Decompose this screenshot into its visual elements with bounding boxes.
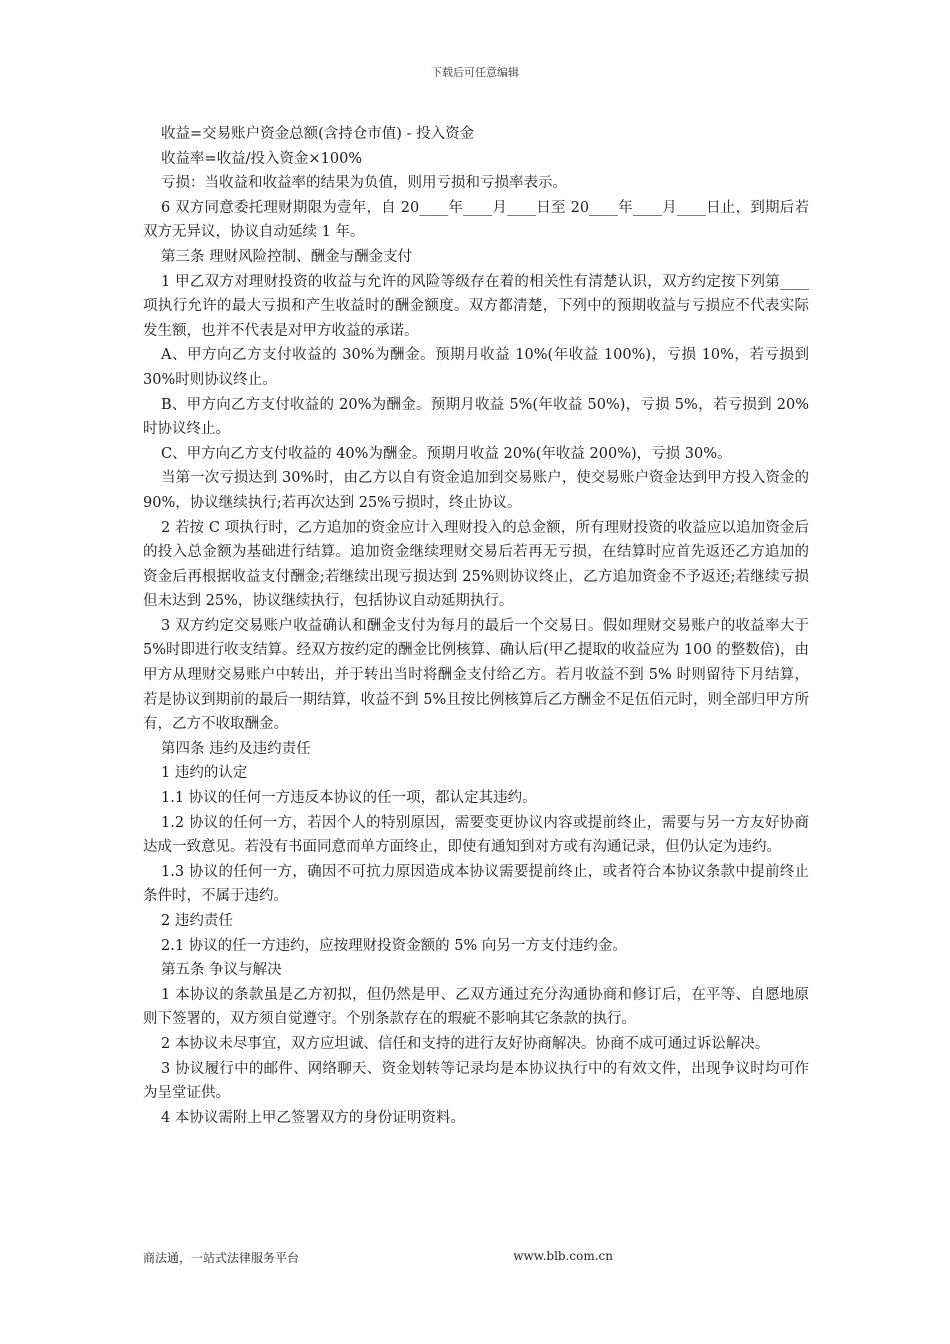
footer-website-link[interactable]: www.blb.com.cn (513, 1249, 613, 1263)
paragraph-5-3: 3 协议履行中的邮件、网络聊天、资金划转等记录均是本协议执行中的有效文件，出现争议时均可作为呈堂证供。 (143, 1060, 809, 1102)
paragraph-term: 6 双方同意委托理财期限为壹年，自 20____年____月____日至 20____年____月____日止，到期后若双方无异议，协议自动延续 1 年。 (143, 199, 809, 241)
paragraph-4-1: 1 违约的认定 (161, 765, 248, 782)
paragraph-4-1-3: 1.3 协议的任何一方，确因不可抗力原因造成本协议需要提前终止，或者符合本协议条款中提前终止条件时，不属于违约。 (143, 863, 809, 905)
paragraph-option-b: B、甲方向乙方支付收益的 20%为酬金。预期月收益 5%(年收益 50%)，亏损 5%，若亏损到 20%时协议终止。 (143, 396, 809, 438)
paragraph-option-a: A、甲方向乙方支付收益的 30%为酬金。预期月收益 10%(年收益 100%)，亏损 10%，若亏损到 30%时则协议终止。 (143, 347, 809, 388)
paragraph-4-2: 2 违约责任 (161, 913, 233, 929)
paragraph-income-formula: 收益=交易账户资金总额(含持仓市值) - 投入资金 (161, 126, 475, 142)
paragraph-4-1-1: 1.1 协议的任何一方违反本协议的任一项，都认定其违约。 (161, 790, 537, 807)
section-heading-5: 第五条 争议与解决 (161, 962, 282, 979)
document-body (143, 122, 809, 1130)
paragraph-5-2: 2 本协议未尽事宜，双方应坦诚、信任和支持的进行友好协商解决。协商不成可通过诉讼解决。 (161, 1035, 770, 1052)
page-header: 下载后可任意编辑 (431, 66, 519, 79)
paragraph-4-2-1: 2.1 协议的任一方违约，应按理财投资金额的 5% 向另一方支付违约金。 (161, 937, 627, 954)
paragraph-option-c: C、甲方向乙方支付收益的 40%为酬金。预期月收益 20%(年收益 200%)，亏损 30%。 (161, 445, 732, 462)
paragraph-5-1: 1 本协议的条款虽是乙方初拟，但仍然是甲、乙双方通过充分沟通协商和修订后，在平等、自愿地原则下签署的，双方须自觉遵守。个别条款存在的瑕疵不影响其它条款的执行。 (143, 986, 809, 1028)
paragraph-3-3: 3 双方约定交易账户收益确认和酬金支付为每月的最后一个交易日。假如理财交易账户的收益率大于 5%时即进行收支结算。经双方按约定的酬金比例核算、确认后(甲乙提取的收益应为 100 的整数倍)，由甲方从理财交易账户中转出，并于转出当时将酬金支付给乙方。若月收益不到 5% 时则留待下月结算，若是协议到期前的最后一期结算，收益不到 5%且按比例核算后乙方酬金不足伍佰元时，则全部归甲方所有，乙方不收取酬金。 (143, 617, 809, 733)
section-heading-3: 第三条 理财风险控制、酬金与酬金支付 (161, 248, 413, 265)
paragraph-5-4: 4 本协议需附上甲乙签署双方的身份证明资料。 (161, 1109, 465, 1126)
paragraph-loss-definition: 亏损：当收益和收益率的结果为负值，则用亏损和亏损率表示。 (161, 175, 567, 192)
section-heading-4: 第四条 违约及违约责任 (161, 740, 311, 757)
paragraph-yield-formula: 收益率=收益/投入资金×100% (161, 150, 363, 167)
paragraph-4-1-2: 1.2 协议的任何一方，若因个人的特别原因，需要变更协议内容或提前终止，需要与另一方友好协商达成一致意见。若没有书面同意而单方面终止，即使有通知到对方或有沟通记录，但仍认定为违约。 (143, 814, 809, 856)
paragraph-first-loss: 当第一次亏损达到 30%时，由乙方以自有资金追加到交易账户，使交易账户资金达到甲方投入资金的 90%，协议继续执行;若再次达到 25%亏损时，终止协议。 (143, 470, 809, 511)
paragraph-3-2: 2 若按 C 项执行时，乙方追加的资金应计入理财投入的总金额，所有理财投资的收益应以追加资金后的投入总金额为基础进行结算。追加资金继续理财交易后若再无亏损，在结算时应首先返还乙方追加的资金后再根据收益支付酬金;若继续出现亏损达到 25%则协议终止，乙方追加资金不予返还;若继续亏损但未达到 25%，协议继续执行，包括协议自动延期执行。 (143, 519, 809, 610)
paragraph-3-1: 1 甲乙双方对理财投资的收益与允许的风险等级存在着的相关性有清楚认识，双方约定按下列第____项执行允许的最大亏损和产生收益时的酬金额度。双方都清楚，下列中的预期收益与亏损应不代表实际发生额，也并不代表是对甲方收益的承诺。 (143, 273, 809, 339)
page-footer (143, 1249, 613, 1266)
footer-platform-name: 商法通，一站式法律服务平台 (143, 1251, 300, 1265)
